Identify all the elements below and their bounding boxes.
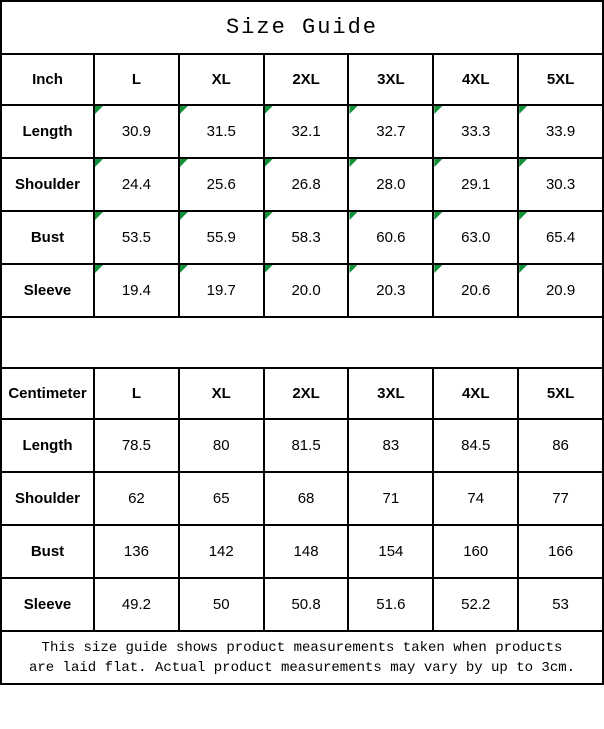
measurement-cell bbox=[94, 419, 179, 472]
measurement-cell bbox=[348, 158, 433, 211]
size-header-2xl: 2XL bbox=[264, 54, 349, 105]
measurement-cell bbox=[264, 419, 349, 472]
measurement-value: 53 bbox=[552, 596, 569, 613]
green-triangle-icon bbox=[349, 265, 357, 273]
measurement-cell bbox=[433, 105, 518, 158]
measurement-value: 20.0 bbox=[291, 282, 321, 299]
row-label: Sleeve bbox=[1, 578, 94, 631]
size-header-xl: XL bbox=[179, 368, 264, 419]
measurement-cell bbox=[264, 578, 349, 631]
measurement-value: 29.1 bbox=[461, 176, 491, 193]
row-label: Length bbox=[1, 419, 94, 472]
measurement-cell bbox=[433, 264, 518, 317]
row-label: Sleeve bbox=[1, 264, 94, 317]
measurement-value: 49.2 bbox=[121, 596, 152, 613]
measurement-cell bbox=[518, 264, 603, 317]
measurement-cell bbox=[433, 158, 518, 211]
table-row-cm-sleeve bbox=[1, 578, 603, 631]
measurement-cell bbox=[518, 105, 603, 158]
measurement-value: 65.4 bbox=[545, 229, 576, 246]
measurement-value: 50.8 bbox=[291, 596, 321, 613]
measurement-value: 20.9 bbox=[545, 282, 576, 299]
green-triangle-icon bbox=[95, 106, 103, 114]
measurement-value: 58.3 bbox=[291, 229, 321, 246]
measurement-value: 74 bbox=[467, 490, 485, 507]
measurement-cell bbox=[94, 105, 179, 158]
table-row-cm-shoulder bbox=[1, 472, 603, 525]
measurement-value: 86 bbox=[552, 437, 569, 454]
measurement-value: 84.5 bbox=[461, 437, 491, 454]
green-triangle-icon bbox=[519, 159, 527, 167]
measurement-value: 26.8 bbox=[291, 176, 321, 193]
measurement-cell bbox=[264, 211, 349, 264]
green-triangle-icon bbox=[95, 159, 103, 167]
measurement-value: 71 bbox=[382, 490, 400, 507]
footer-note-line2: are laid flat. Actual product measurements may vary by up to 3cm. bbox=[28, 659, 576, 676]
measurement-cell bbox=[348, 419, 433, 472]
measurement-cell bbox=[179, 105, 264, 158]
measurement-cell bbox=[94, 525, 179, 578]
row-label: Shoulder bbox=[1, 158, 94, 211]
measurement-cell bbox=[433, 211, 518, 264]
size-header-xl: XL bbox=[179, 54, 264, 105]
measurement-value: 68 bbox=[297, 490, 315, 507]
green-triangle-icon bbox=[349, 106, 357, 114]
measurement-cell bbox=[433, 419, 518, 472]
size-header-l: L bbox=[94, 368, 179, 419]
measurement-value: 160 bbox=[463, 543, 489, 560]
inch-header-row bbox=[1, 54, 603, 105]
measurement-cell bbox=[518, 525, 603, 578]
measurement-cell bbox=[94, 472, 179, 525]
measurement-cell bbox=[94, 211, 179, 264]
measurement-cell bbox=[433, 525, 518, 578]
green-triangle-icon bbox=[519, 265, 527, 273]
measurement-cell bbox=[94, 158, 179, 211]
size-header-5xl: 5XL bbox=[518, 368, 603, 419]
measurement-cell bbox=[348, 578, 433, 631]
size-header-3xl: 3XL bbox=[348, 54, 433, 105]
measurement-value: 154 bbox=[378, 543, 404, 560]
measurement-value: 19.7 bbox=[206, 282, 236, 299]
green-triangle-icon bbox=[349, 159, 357, 167]
size-header-2xl: 2XL bbox=[264, 368, 349, 419]
size-header-5xl: 5XL bbox=[518, 54, 603, 105]
measurement-value: 81.5 bbox=[291, 437, 321, 454]
measurement-value: 33.3 bbox=[461, 123, 491, 140]
green-triangle-icon bbox=[180, 265, 188, 273]
green-triangle-icon bbox=[180, 106, 188, 114]
measurement-value: 78.5 bbox=[121, 437, 152, 454]
measurement-cell bbox=[348, 105, 433, 158]
table-row-cm-bust bbox=[1, 525, 603, 578]
green-triangle-icon bbox=[519, 212, 527, 220]
measurement-value: 166 bbox=[548, 543, 574, 560]
measurement-cell bbox=[179, 211, 264, 264]
measurement-value: 53.5 bbox=[121, 229, 152, 246]
measurement-value: 60.6 bbox=[376, 229, 406, 246]
green-triangle-icon bbox=[434, 265, 442, 273]
measurement-value: 24.4 bbox=[121, 176, 152, 193]
green-triangle-icon bbox=[265, 106, 273, 114]
measurement-value: 19.4 bbox=[121, 282, 152, 299]
measurement-value: 28.0 bbox=[376, 176, 406, 193]
green-triangle-icon bbox=[265, 212, 273, 220]
measurement-value: 148 bbox=[293, 543, 319, 560]
measurement-value: 52.2 bbox=[461, 596, 491, 613]
footer-note-line1: This size guide shows product measurements taken when products bbox=[41, 639, 563, 656]
measurement-value: 50 bbox=[212, 596, 230, 613]
measurement-cell bbox=[433, 472, 518, 525]
green-triangle-icon bbox=[95, 212, 103, 220]
measurement-cell bbox=[264, 525, 349, 578]
unit-header-inch: Inch bbox=[1, 54, 94, 105]
measurement-cell bbox=[264, 105, 349, 158]
measurement-value: 51.6 bbox=[376, 596, 406, 613]
measurement-value: 83 bbox=[382, 437, 400, 454]
row-label: Bust bbox=[1, 525, 94, 578]
table-row-cm-length bbox=[1, 419, 603, 472]
measurement-cell bbox=[518, 158, 603, 211]
measurement-cell bbox=[179, 578, 264, 631]
measurement-cell bbox=[179, 264, 264, 317]
table-row-inch-sleeve bbox=[1, 264, 603, 317]
unit-header-centimeter: Centimeter bbox=[1, 368, 94, 419]
measurement-cell bbox=[348, 264, 433, 317]
measurement-cell bbox=[348, 525, 433, 578]
size-header-4xl: 4XL bbox=[433, 54, 518, 105]
measurement-cell bbox=[94, 578, 179, 631]
measurement-value: 65 bbox=[212, 490, 230, 507]
measurement-value: 30.3 bbox=[545, 176, 576, 193]
table-row-inch-bust bbox=[1, 211, 603, 264]
green-triangle-icon bbox=[180, 159, 188, 167]
measurement-cell bbox=[179, 472, 264, 525]
measurement-cell bbox=[433, 578, 518, 631]
green-triangle-icon bbox=[180, 212, 188, 220]
measurement-value: 20.3 bbox=[376, 282, 406, 299]
measurement-value: 20.6 bbox=[461, 282, 491, 299]
measurement-cell bbox=[179, 419, 264, 472]
measurement-value: 25.6 bbox=[206, 176, 236, 193]
green-triangle-icon bbox=[519, 106, 527, 114]
size-header-3xl: 3XL bbox=[348, 368, 433, 419]
green-triangle-icon bbox=[265, 159, 273, 167]
measurement-value: 77 bbox=[552, 490, 569, 507]
measurement-value: 30.9 bbox=[121, 123, 152, 140]
measurement-value: 32.1 bbox=[291, 123, 321, 140]
measurement-cell bbox=[348, 472, 433, 525]
green-triangle-icon bbox=[434, 106, 442, 114]
green-triangle-icon bbox=[349, 212, 357, 220]
green-triangle-icon bbox=[434, 212, 442, 220]
green-triangle-icon bbox=[95, 265, 103, 273]
measurement-value: 136 bbox=[123, 543, 149, 560]
green-triangle-icon bbox=[265, 265, 273, 273]
measurement-cell bbox=[94, 264, 179, 317]
green-triangle-icon bbox=[434, 159, 442, 167]
measurement-value: 32.7 bbox=[376, 123, 406, 140]
measurement-cell bbox=[179, 525, 264, 578]
measurement-cell bbox=[518, 578, 603, 631]
measurement-value: 142 bbox=[208, 543, 234, 560]
title-row bbox=[1, 1, 603, 54]
footer-note bbox=[1, 631, 603, 684]
page-title: Size Guide bbox=[1, 1, 603, 54]
spacer-cell bbox=[1, 317, 603, 368]
measurement-cell bbox=[179, 158, 264, 211]
row-label: Shoulder bbox=[1, 472, 94, 525]
measurement-value: 80 bbox=[212, 437, 230, 454]
measurement-cell bbox=[348, 211, 433, 264]
size-header-4xl: 4XL bbox=[433, 368, 518, 419]
cm-header-row bbox=[1, 368, 603, 419]
measurement-cell bbox=[518, 211, 603, 264]
table-row-inch-length bbox=[1, 105, 603, 158]
measurement-cell bbox=[264, 472, 349, 525]
measurement-cell bbox=[518, 419, 603, 472]
measurement-cell bbox=[518, 472, 603, 525]
size-header-l: L bbox=[94, 54, 179, 105]
row-label: Length bbox=[1, 105, 94, 158]
row-label: Bust bbox=[1, 211, 94, 264]
measurement-cell bbox=[264, 158, 349, 211]
table-row-inch-shoulder bbox=[1, 158, 603, 211]
measurement-value: 31.5 bbox=[206, 123, 236, 140]
measurement-value: 62 bbox=[128, 490, 145, 507]
footer-row bbox=[1, 631, 603, 684]
measurement-value: 63.0 bbox=[461, 229, 491, 246]
measurement-value: 55.9 bbox=[206, 229, 236, 246]
measurement-cell bbox=[264, 264, 349, 317]
measurement-value: 33.9 bbox=[545, 123, 576, 140]
spacer-row bbox=[1, 317, 603, 368]
